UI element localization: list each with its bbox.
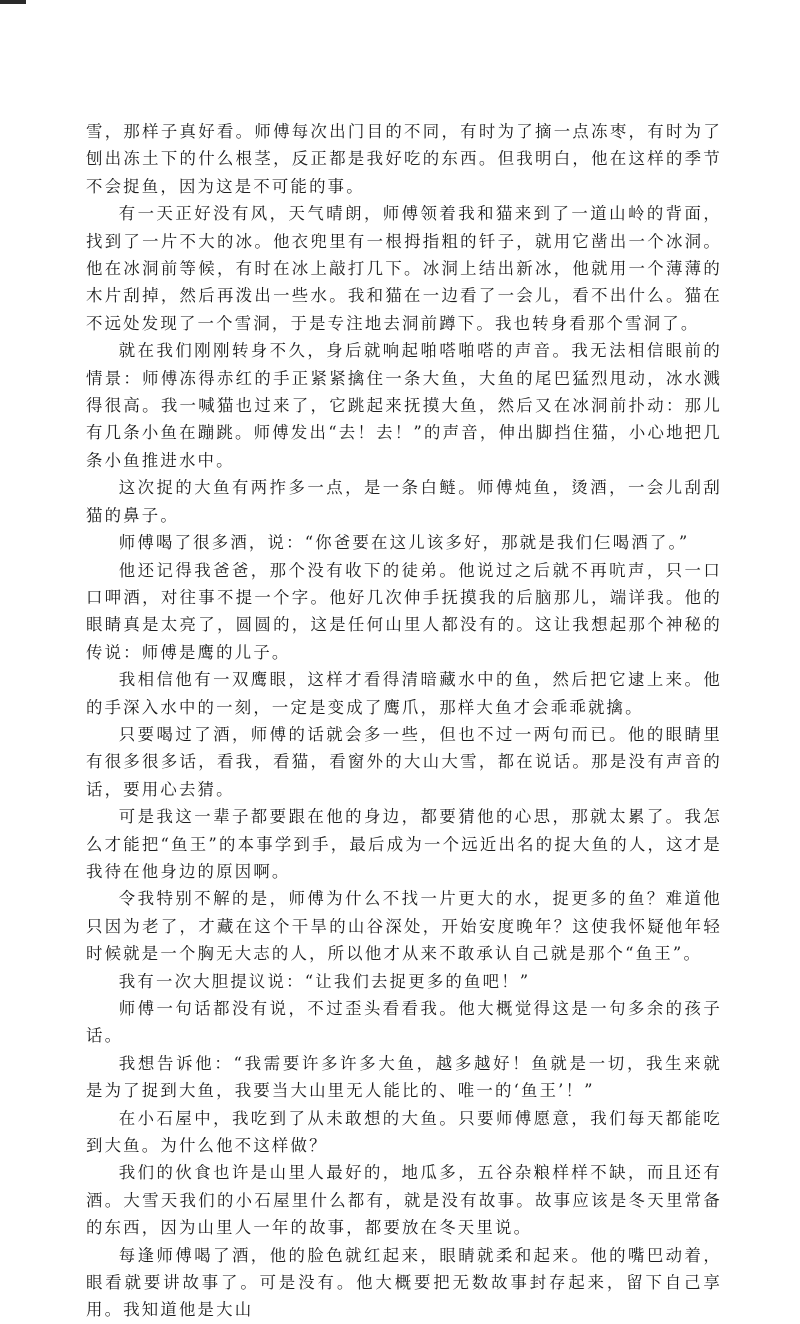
paragraph: 每逢师傅喝了酒，他的脸色就红起来，眼睛就柔和起来。他的嘴巴动着，眼看就要讲故事了。可是没有。他大概要把无数故事封存起来，留下自己享用。我知道他是大山 xyxy=(86,1245,722,1320)
paragraph: 有一天正好没有风，天气晴朗，师傅领着我和猫来到了一道山岭的背面，找到了一片不大的冰。他衣兜里有一根拇指粗的钎子，就用它凿出一个冰洞。他在冰洞前等候，有时在冰上敲打几下。冰洞上结出新冰，他就用一个薄薄的木片刮掉，然后再泼出一些水。我和猫在一边看了一会儿，看不出什么。猫在不远处发现了一个雪洞，于是专注地去洞前蹲下。我也转身看那个雪洞了。 xyxy=(86,204,722,333)
paragraph: 我想告诉他：“我需要许多许多大鱼，越多越好！鱼就是一切，我生来就是为了捉到大鱼，我要当大山里无人能比的、唯一的‘鱼王’！” xyxy=(86,1053,722,1101)
paragraph: 我相信他有一双鹰眼，这样才看得清暗藏水中的鱼，然后把它逮上来。他的手深入水中的一刻，一定是变成了鹰爪，那样大鱼才会乖乖就擒。 xyxy=(86,670,722,717)
paragraph: 我有一次大胆提议说：“让我们去捉更多的鱼吧！” xyxy=(118,971,531,991)
paragraph: 雪，那样子真好看。师傅每次出门目的不同，有时为了摘一点冻枣，有时为了刨出冻土下的什么根茎，反正都是我好吃的东西。但我明白，他在这样的季节不会捉鱼，因为这是不可能的事。 xyxy=(86,122,722,196)
paragraph: 可是我这一辈子都要跟在他的身边，都要猜他的心思，那就太累了。我怎么才能把“鱼王”的本事学到手，最后成为一个远近出名的捉大鱼的人，这才是我待在他身边的原因啊。 xyxy=(86,807,722,881)
paragraph: 他还记得我爸爸，那个没有收下的徒弟。他说过之后就不再吭声，只一口口呷酒，对往事不提一个字。他好几次伸手抚摸我的后脑那儿，端详我。他的眼睛真是太亮了，圆圆的，这是任何山里人都没有的。这让我想起那个神秘的传说：师傅是鹰的儿子。 xyxy=(86,560,722,662)
paragraph: 只要喝过了酒，师傅的话就会多一些，但也不过一两句而已。他的眼睛里有很多很多话，看我，看猫，看窗外的大山大雪，都在说话。那是没有声音的话，要用心去猜。 xyxy=(86,724,722,799)
paragraph: 师傅喝了很多酒，说：“你爸要在这儿该多好，那就是我们仨喝酒了。” xyxy=(118,533,690,553)
paragraph: 就在我们刚刚转身不久，身后就响起啪嗒啪嗒的声音。我无法相信眼前的情景：师傅冻得赤红的手正紧紧擒住一条大鱼，大鱼的尾巴猛烈甩动，冰水溅得很高。我一喊猫也过来了，它跳起来抚摸大鱼，然后又在冰洞前扑动：那儿有几条小鱼在蹦跳。师傅发出“去！去！”的声音，伸出脚挡住猫，小心地把几条小鱼推进水中。 xyxy=(86,341,722,470)
paragraph: 这次捉的大鱼有两拃多一点，是一条白鲢。师傅炖鱼，烫酒，一会儿刮刮猫的鼻子。 xyxy=(86,478,722,525)
paragraph: 在小石屋中，我吃到了从未敢想的大鱼。只要师傅愿意，我们每天都能吃到大鱼。为什么他不这样做？ xyxy=(86,1108,722,1156)
document-page xyxy=(86,118,722,1324)
paragraph: 令我特别不解的是，师傅为什么不找一片更大的水，捉更多的鱼？难道他只因为老了，才藏在这个干旱的山谷深处，开始安度晚年？这使我怀疑他年轻时候就是一个胸无大志的人，所以他才从来不敢承认自己就是那个“鱼王”。 xyxy=(86,889,722,964)
paragraph: 师傅一句话都没有说，不过歪头看看我。他大概觉得这是一句多余的孩子话。 xyxy=(86,999,722,1046)
paragraph: 我们的伙食也许是山里人最好的，地瓜多，五谷杂粮样样不缺，而且还有酒。大雪天我们的小石屋里什么都有，就是没有故事。故事应该是冬天里常备的东西，因为山里人一年的故事，都要放在冬天里说。 xyxy=(86,1163,722,1238)
scan-corner-mark xyxy=(0,0,26,4)
